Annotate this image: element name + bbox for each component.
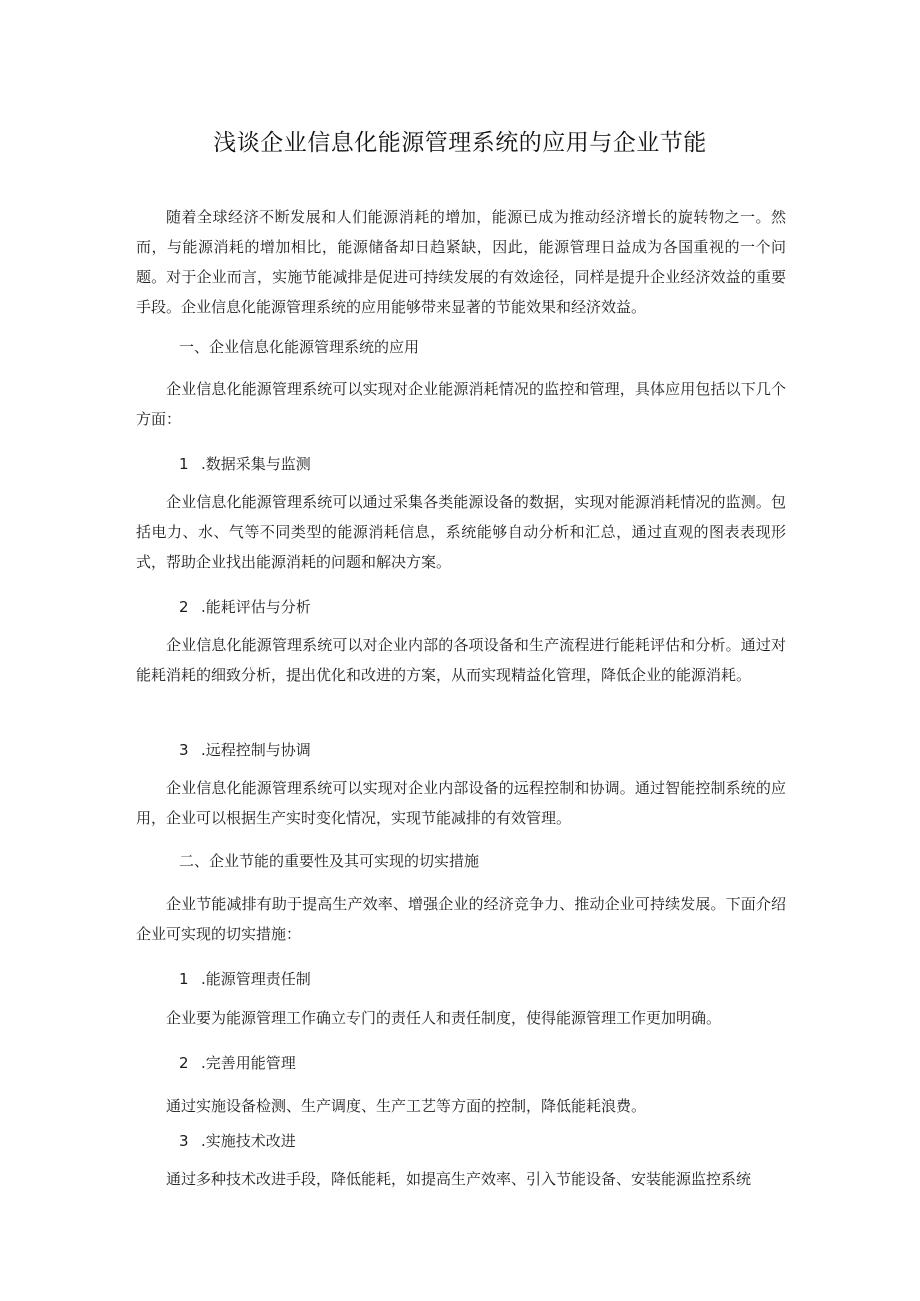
section1-item1-heading: [179, 449, 311, 479]
item-title: .完善用能管理: [201, 1054, 296, 1072]
item-number: 3: [179, 741, 189, 759]
item-number: 1: [179, 455, 189, 473]
section2-item2-text: 通过实施设备检测、生产调度、生产工艺等方面的控制，降低能耗浪费。: [166, 1097, 647, 1115]
item-number: 2: [179, 598, 189, 616]
item-title: .实施技术改进: [201, 1132, 296, 1150]
section2-heading: 二、企业节能的重要性及其可实现的切实措施: [179, 852, 480, 870]
intro-paragraph: 随着全球经济不断发展和人们能源消耗的增加，能源已成为推动经济增长的旋转物之一。然而，与能源消耗的增加相比，能源储备却日趋紧缺，因此，能源管理日益成为各国重视的一个问题。对于企业而言，实施节能减排是促进可持续发展的有效途径，同样是提升企业经济效益的重要手段。企业信息化能源管理系统的应用能够带来显著的节能效果和经济效益。: [136, 208, 786, 316]
section1-item1-text: 企业信息化能源管理系统可以通过采集各类能源设备的数据，实现对能源消耗情况的监测。包括电力、水、气等不同类型的能源消耗信息，系统能够自动分析和汇总，通过直观的图表表现形式，帮助企业找出能源消耗的问题和解决方案。: [136, 493, 786, 571]
section2-item1-heading: [179, 964, 311, 994]
item-number: 2: [179, 1054, 189, 1072]
section2-item3-heading: [179, 1126, 296, 1156]
section1-intro: 企业信息化能源管理系统可以实现对企业能源消耗情况的监控和管理，具体应用包括以下几个方面：: [136, 380, 786, 428]
section1-item2-heading: [179, 592, 311, 622]
section2-item3-text: 通过多种技术改进手段，降低能耗，如提高生产效率、引入节能设备、安装能源监控系统: [166, 1170, 752, 1188]
section2-intro: 企业节能减排有助于提高生产效率、增强企业的经济竞争力、推动企业可持续发展。下面介绍企业可实现的切实措施：: [136, 895, 786, 943]
item-title: .远程控制与协调: [201, 741, 311, 759]
section1-item2-text: 企业信息化能源管理系统可以对企业内部的各项设备和生产流程进行能耗评估和分析。通过对能耗消耗的细致分析，提出优化和改进的方案，从而实现精益化管理，降低企业的能源消耗。: [136, 636, 786, 684]
item-title: .能耗评估与分析: [201, 598, 311, 616]
section1-item3-heading: [179, 735, 311, 765]
item-title: .能源管理责任制: [201, 970, 311, 988]
document-title: 浅谈企业信息化能源管理系统的应用与企业节能: [213, 130, 707, 156]
section2-item2-heading: [179, 1048, 296, 1078]
item-number: 1: [179, 970, 189, 988]
item-number: 3: [179, 1132, 189, 1150]
section1-heading: 一、企业信息化能源管理系统的应用: [179, 338, 420, 356]
section1-item3-text: 企业信息化能源管理系统可以实现对企业内部设备的远程控制和协调。通过智能控制系统的应用，企业可以根据生产实时变化情况，实现节能减排的有效管理。: [136, 779, 786, 827]
section2-item1-text: 企业要为能源管理工作确立专门的责任人和责任制度，使得能源管理工作更加明确。: [166, 1009, 722, 1027]
item-title: .数据采集与监测: [201, 455, 311, 473]
